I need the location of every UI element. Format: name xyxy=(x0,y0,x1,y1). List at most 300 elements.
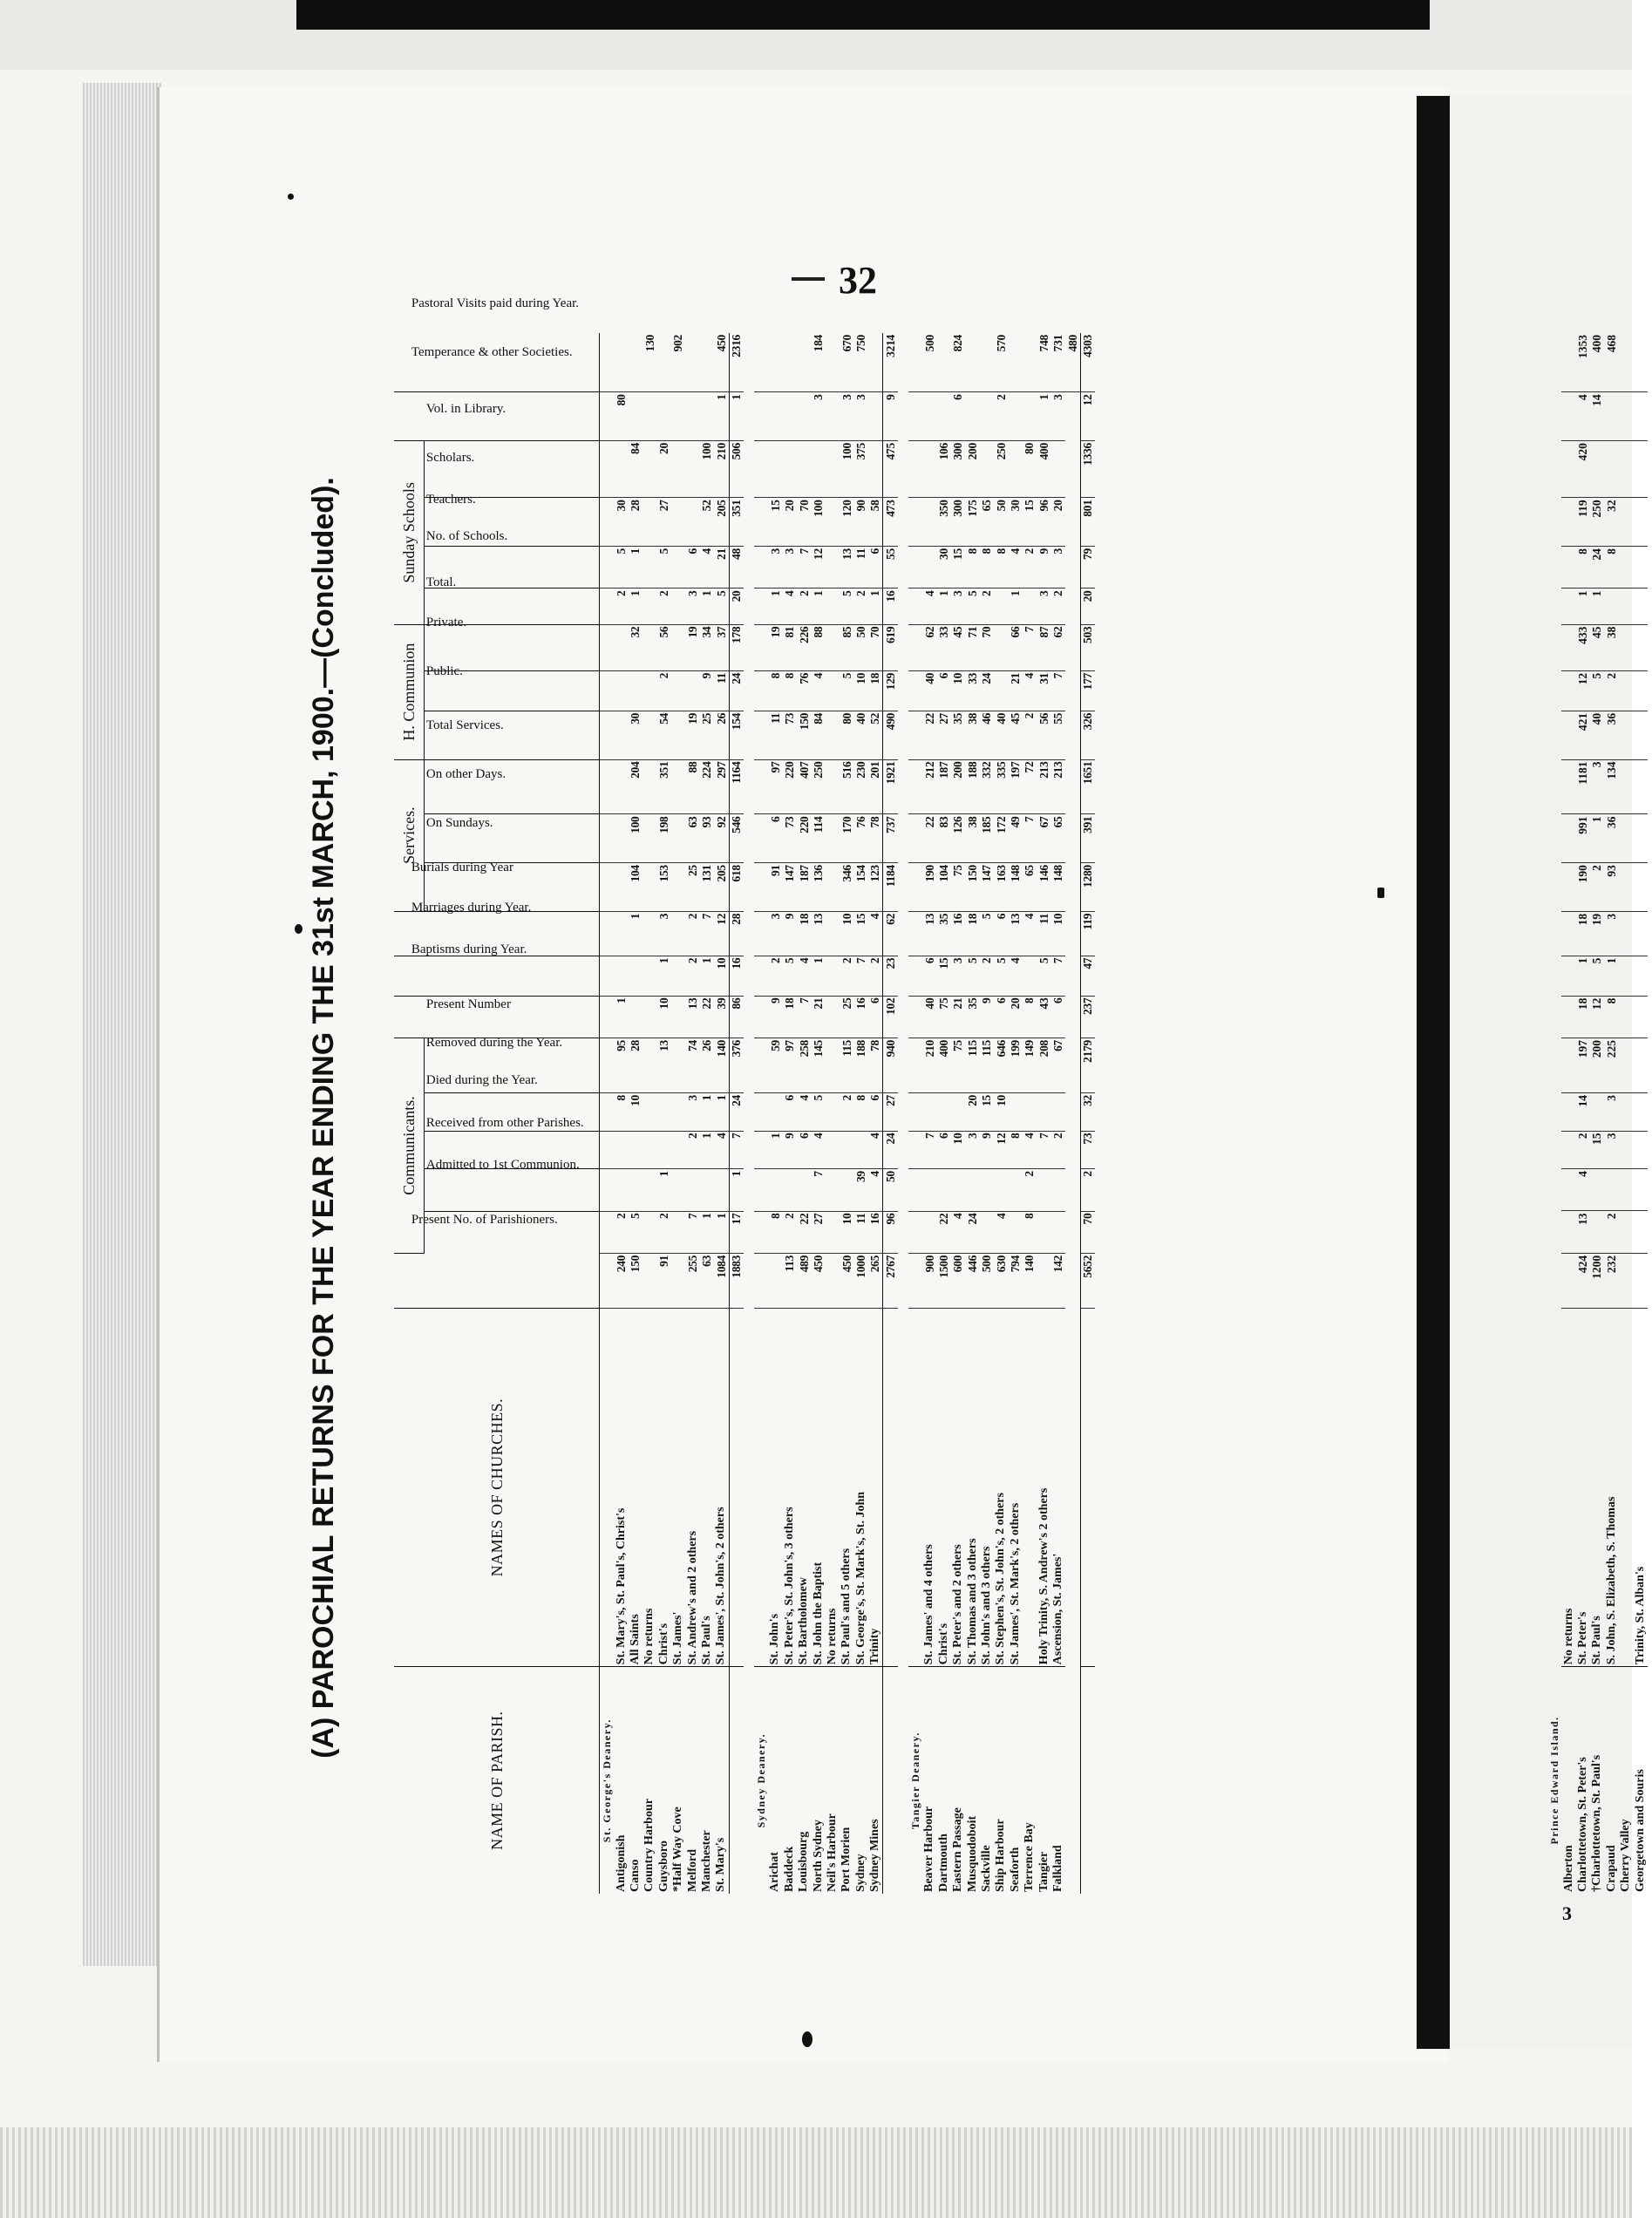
value-cell: 1 xyxy=(700,589,714,624)
value-cell xyxy=(671,392,685,441)
value-cell: 190 xyxy=(922,863,936,912)
parish-name: Charlottetown, St. Peter's xyxy=(1575,1757,1589,1892)
value-cell: 97 xyxy=(768,759,782,814)
value-cell: 220 xyxy=(797,814,811,863)
value-cell xyxy=(1619,996,1633,1038)
value-cell xyxy=(1619,624,1633,670)
col-baptisms-header: Baptisms during Year. xyxy=(394,996,600,1038)
value-cell: 199 xyxy=(1009,1038,1023,1093)
value-cell xyxy=(1037,1253,1050,1308)
value-cell: 737 xyxy=(883,814,898,863)
deanery-name: St. George's Deanery. xyxy=(601,1718,614,1843)
value-cell: 8 xyxy=(854,1093,868,1132)
value-cell: 10 xyxy=(840,911,853,956)
church-names: St. Andrew's and 2 others xyxy=(685,1308,699,1666)
deanery-row xyxy=(600,333,615,1894)
value-cell: 190 xyxy=(1576,863,1590,912)
value-cell: 40 xyxy=(1590,711,1604,759)
table-row xyxy=(937,333,951,1894)
value-cell xyxy=(1633,498,1647,547)
value-cell: 84 xyxy=(811,711,825,759)
value-cell: 2 xyxy=(1023,547,1037,589)
value-cell xyxy=(908,441,922,498)
value-cell: 5 xyxy=(811,1093,825,1132)
value-cell: 40 xyxy=(922,996,936,1038)
value-cell: 205 xyxy=(714,498,729,547)
value-cell: 618 xyxy=(729,863,744,912)
value-cell: 28 xyxy=(729,911,744,956)
value-cell: 28 xyxy=(629,498,642,547)
value-cell xyxy=(1561,711,1575,759)
value-cell xyxy=(629,333,642,392)
value-cell xyxy=(642,624,656,670)
value-cell: 11 xyxy=(768,711,782,759)
value-cell: 4 xyxy=(868,1131,883,1169)
church-names: St. Peter's xyxy=(1576,1308,1590,1666)
value-cell xyxy=(768,441,782,498)
value-cell: 4 xyxy=(1023,1131,1037,1169)
church-names: St. Paul's xyxy=(700,1308,714,1666)
value-cell xyxy=(700,333,714,392)
parish-name: Dartmouth xyxy=(936,1834,950,1892)
value-cell: 1 xyxy=(768,1131,782,1169)
blank-cell xyxy=(1065,1131,1080,1169)
value-cell: 67 xyxy=(1037,814,1050,863)
value-cell: 5 xyxy=(1037,956,1050,996)
church-names: St. James' and 4 others xyxy=(922,1308,936,1666)
value-cell: 400 xyxy=(1037,441,1050,498)
value-cell xyxy=(1037,1169,1050,1211)
value-cell: 489 xyxy=(797,1253,811,1308)
value-cell: 300 xyxy=(951,498,965,547)
church-names xyxy=(883,1308,898,1666)
blank-cell xyxy=(1065,392,1080,441)
page-number-dash xyxy=(792,277,825,281)
value-cell: 20 xyxy=(1009,996,1023,1038)
church-names: St. John's xyxy=(768,1308,782,1666)
value-cell: 106 xyxy=(937,441,951,498)
value-cell: 2 xyxy=(854,589,868,624)
value-cell xyxy=(1633,956,1647,996)
value-cell: 1 xyxy=(700,1131,714,1169)
value-cell: 33 xyxy=(937,624,951,670)
value-cell xyxy=(1633,1092,1647,1131)
col-burials-header: Burials during Year xyxy=(394,911,600,956)
value-cell: 450 xyxy=(811,1253,825,1308)
value-cell xyxy=(980,333,994,392)
value-cell: 39 xyxy=(854,1169,868,1211)
value-cell xyxy=(826,911,840,956)
value-cell xyxy=(1633,711,1647,759)
value-cell: 475 xyxy=(883,441,898,498)
value-cell xyxy=(754,1211,768,1253)
value-cell: 84 xyxy=(629,441,642,498)
value-cell: 21 xyxy=(811,996,825,1038)
value-cell xyxy=(671,589,685,624)
value-cell: 10 xyxy=(657,996,671,1038)
value-cell: 407 xyxy=(797,759,811,814)
value-cell: 4 xyxy=(1576,392,1590,441)
value-cell xyxy=(629,392,642,441)
services-group-header: Services. xyxy=(394,759,425,911)
value-cell: 119 xyxy=(1576,498,1590,547)
value-cell: 5 xyxy=(629,1211,642,1253)
value-cell xyxy=(797,392,811,441)
value-cell: 468 xyxy=(1605,333,1619,392)
value-cell: 2 xyxy=(685,956,699,996)
table-row xyxy=(797,333,811,1894)
value-cell xyxy=(1561,392,1575,441)
blank-cell xyxy=(1065,624,1080,670)
value-cell: 70 xyxy=(980,624,994,670)
value-cell xyxy=(642,498,656,547)
value-cell: 81 xyxy=(783,624,797,670)
value-cell xyxy=(826,996,840,1038)
value-cell: 4 xyxy=(797,1093,811,1132)
value-cell: 131 xyxy=(700,863,714,912)
value-cell: 1164 xyxy=(729,759,744,814)
value-cell: 85 xyxy=(840,624,853,670)
value-cell xyxy=(1009,1211,1023,1253)
value-cell: 14 xyxy=(1590,392,1604,441)
value-cell xyxy=(642,392,656,441)
blank-cell xyxy=(1065,814,1080,863)
col-library-header: Vol. in Library. xyxy=(425,441,600,498)
value-cell xyxy=(908,1093,922,1132)
parish-name: North Sydney xyxy=(811,1820,825,1892)
value-cell xyxy=(826,624,840,670)
table-row xyxy=(614,333,628,1894)
table-row xyxy=(700,333,714,1894)
church-names: St. Peter's and 2 others xyxy=(951,1308,965,1666)
value-cell xyxy=(1023,1093,1037,1132)
value-cell xyxy=(908,624,922,670)
value-cell: 15 xyxy=(768,498,782,547)
value-cell xyxy=(826,441,840,498)
value-cell: 15 xyxy=(1590,1131,1604,1169)
value-cell xyxy=(754,814,768,863)
value-cell: 208 xyxy=(1037,1038,1050,1093)
value-cell: 22 xyxy=(797,1211,811,1253)
value-cell: 265 xyxy=(868,1253,883,1308)
value-cell xyxy=(826,1038,840,1093)
value-cell: 1 xyxy=(700,956,714,996)
value-cell: 8 xyxy=(1023,996,1037,1038)
value-cell: 1184 xyxy=(883,863,898,912)
parish-name: Musquodoboit xyxy=(965,1815,979,1892)
value-cell: 3 xyxy=(951,956,965,996)
church-names: St. George's, St. Mark's, St. John xyxy=(854,1308,868,1666)
church-names: S. John, S. Elizabeth, S. Thomas xyxy=(1605,1308,1619,1666)
value-cell xyxy=(826,589,840,624)
value-cell: 220 xyxy=(783,759,797,814)
table-row xyxy=(1023,333,1037,1894)
value-cell xyxy=(1633,392,1647,441)
value-cell: 5652 xyxy=(1080,1253,1095,1308)
value-cell xyxy=(868,441,883,498)
value-cell: 900 xyxy=(922,1253,936,1308)
value-cell xyxy=(671,441,685,498)
value-cell xyxy=(908,996,922,1038)
value-cell xyxy=(642,711,656,759)
value-cell xyxy=(671,814,685,863)
value-cell: 3 xyxy=(685,1093,699,1132)
value-cell: 140 xyxy=(714,1038,729,1093)
value-cell: 1 xyxy=(700,1093,714,1132)
value-cell xyxy=(797,333,811,392)
value-cell: 4 xyxy=(1023,911,1037,956)
value-cell xyxy=(685,392,699,441)
value-cell: 480 xyxy=(1065,333,1080,392)
value-cell: 400 xyxy=(937,1038,951,1093)
value-cell: 24 xyxy=(1590,547,1604,589)
value-cell xyxy=(1023,392,1037,441)
value-cell: 65 xyxy=(980,498,994,547)
value-cell: 150 xyxy=(629,1253,642,1308)
value-cell: 2 xyxy=(685,911,699,956)
value-cell xyxy=(642,1211,656,1253)
value-cell xyxy=(754,711,768,759)
value-cell xyxy=(840,1169,853,1211)
church-names: St. James', St. Mark's, 2 others xyxy=(1009,1308,1023,1666)
value-cell: 204 xyxy=(629,759,642,814)
value-cell: 2 xyxy=(1590,863,1604,912)
value-cell: 1 xyxy=(1605,956,1619,996)
value-cell: 154 xyxy=(854,863,868,912)
value-cell: 170 xyxy=(840,814,853,863)
value-cell: 210 xyxy=(714,441,729,498)
value-cell: 7 xyxy=(1023,814,1037,863)
book-page-edges xyxy=(83,83,161,1966)
value-cell: 12 xyxy=(1080,392,1095,441)
blank-cell xyxy=(1065,670,1080,711)
col-parish-header: NAME OF PARISH. xyxy=(394,1667,600,1894)
value-cell: 142 xyxy=(1051,1253,1065,1308)
value-cell xyxy=(1561,589,1575,624)
col-no-schools-header: No. of Schools. xyxy=(425,589,600,624)
value-cell: 2 xyxy=(783,1211,797,1253)
communicants-group-header: Communicants. xyxy=(394,1038,425,1254)
value-cell: 13 xyxy=(811,911,825,956)
church-names: No returns xyxy=(642,1308,656,1666)
value-cell: 19 xyxy=(1590,911,1604,956)
value-cell xyxy=(826,711,840,759)
value-cell: 130 xyxy=(642,333,656,392)
value-cell: 546 xyxy=(729,814,744,863)
value-cell xyxy=(826,1253,840,1308)
parish-name: Antigonish xyxy=(614,1834,628,1892)
value-cell: 93 xyxy=(700,814,714,863)
value-cell xyxy=(826,759,840,814)
parish-name: Canso xyxy=(628,1859,642,1892)
value-cell: 88 xyxy=(811,624,825,670)
value-cell: 4 xyxy=(1576,1169,1590,1211)
table-row xyxy=(868,333,883,1894)
value-cell: 79 xyxy=(1080,547,1095,589)
value-cell xyxy=(1605,1169,1619,1211)
value-cell: 20 xyxy=(1051,498,1065,547)
value-cell: 6 xyxy=(922,956,936,996)
value-cell: 8 xyxy=(980,547,994,589)
value-cell xyxy=(754,759,768,814)
value-cell xyxy=(1619,1092,1633,1131)
value-cell xyxy=(671,670,685,711)
value-cell xyxy=(700,1169,714,1211)
parish-name: †Charlottetown, St. Paul's xyxy=(1590,1754,1604,1892)
value-cell xyxy=(951,1169,965,1211)
col-parishioners-header: Present No. of Parishioners. xyxy=(394,1253,600,1308)
parish-name xyxy=(729,1667,744,1894)
value-cell: 210 xyxy=(922,1038,936,1093)
value-cell: 1 xyxy=(1576,956,1590,996)
value-cell: 39 xyxy=(714,996,729,1038)
value-cell: 163 xyxy=(994,863,1008,912)
value-cell xyxy=(671,996,685,1038)
value-cell xyxy=(908,589,922,624)
blank-cell xyxy=(1065,911,1080,956)
blank-cell xyxy=(1065,1169,1080,1211)
spacer-cell xyxy=(898,333,908,1894)
value-cell xyxy=(937,333,951,392)
value-cell: 3 xyxy=(1605,1131,1619,1169)
value-cell: 10 xyxy=(1051,911,1065,956)
deanery-name: Tangier Deanery. xyxy=(909,1732,921,1830)
table-row xyxy=(811,333,825,1894)
value-cell: 13 xyxy=(1009,911,1023,956)
value-cell: 38 xyxy=(965,711,979,759)
blank-cell xyxy=(1065,1308,1080,1666)
value-cell: 490 xyxy=(883,711,898,759)
value-cell xyxy=(614,814,628,863)
value-cell xyxy=(657,333,671,392)
value-cell: 37 xyxy=(714,624,729,670)
value-cell xyxy=(1037,1093,1050,1132)
value-cell: 149 xyxy=(1023,1038,1037,1093)
value-cell: 27 xyxy=(883,1093,898,1132)
value-cell: 5 xyxy=(994,956,1008,996)
value-cell xyxy=(642,996,656,1038)
value-cell xyxy=(797,1169,811,1211)
value-cell xyxy=(908,911,922,956)
value-cell: 3 xyxy=(768,547,782,589)
value-cell: 3 xyxy=(768,911,782,956)
value-cell: 1 xyxy=(714,392,729,441)
value-cell: 10 xyxy=(854,670,868,711)
table-row xyxy=(768,333,782,1894)
value-cell xyxy=(1619,711,1633,759)
value-cell: 3 xyxy=(951,589,965,624)
value-cell: 123 xyxy=(868,863,883,912)
value-cell: 59 xyxy=(768,1038,782,1093)
value-cell xyxy=(600,911,615,956)
value-cell: 500 xyxy=(922,333,936,392)
value-cell xyxy=(1619,1038,1633,1093)
value-cell: 3 xyxy=(1605,1092,1619,1131)
value-cell: 13 xyxy=(922,911,936,956)
col-teachers-header: Teachers. xyxy=(425,547,600,589)
value-cell: 2 xyxy=(797,589,811,624)
value-cell: 446 xyxy=(965,1253,979,1308)
parish-name: Georgetown and Souris xyxy=(1633,1769,1647,1892)
value-cell: 255 xyxy=(685,1253,699,1308)
value-cell: 3 xyxy=(811,392,825,441)
value-cell: 200 xyxy=(965,441,979,498)
value-cell: 21 xyxy=(714,547,729,589)
value-cell: 1 xyxy=(1009,589,1023,624)
value-cell xyxy=(671,863,685,912)
value-cell: 80 xyxy=(1023,441,1037,498)
value-cell xyxy=(614,711,628,759)
value-cell: 6 xyxy=(937,670,951,711)
value-cell xyxy=(600,1169,615,1211)
value-cell xyxy=(868,392,883,441)
value-cell: 100 xyxy=(629,814,642,863)
value-cell: 794 xyxy=(1009,1253,1023,1308)
value-cell: 10 xyxy=(840,1211,853,1253)
value-cell: 902 xyxy=(671,333,685,392)
col-admitted-header: Admitted to 1st Communion. xyxy=(425,1211,600,1253)
value-cell xyxy=(1561,333,1575,392)
value-cell xyxy=(642,1131,656,1169)
value-cell: 7 xyxy=(729,1131,744,1169)
value-cell: 18 xyxy=(1576,911,1590,956)
value-cell: 33 xyxy=(965,670,979,711)
value-cell: 2 xyxy=(840,956,853,996)
value-cell xyxy=(1051,1169,1065,1211)
value-cell: 104 xyxy=(629,863,642,912)
value-cell: 15 xyxy=(1023,498,1037,547)
blank-cell xyxy=(1065,1667,1080,1894)
value-cell xyxy=(600,441,615,498)
value-cell xyxy=(1605,392,1619,441)
value-cell: 71 xyxy=(965,624,979,670)
value-cell: 100 xyxy=(700,441,714,498)
parish-name: Seaforth xyxy=(1008,1847,1022,1892)
value-cell: 16 xyxy=(868,1211,883,1253)
table-row xyxy=(1037,333,1050,1894)
value-cell xyxy=(1633,670,1647,711)
value-cell: 27 xyxy=(937,711,951,759)
value-cell: 11 xyxy=(854,1211,868,1253)
parish-name xyxy=(1080,1667,1095,1894)
value-cell xyxy=(1633,759,1647,814)
value-cell: 619 xyxy=(883,624,898,670)
value-cell: 230 xyxy=(854,759,868,814)
value-cell: 36 xyxy=(1605,814,1619,863)
value-cell: 10 xyxy=(951,1131,965,1169)
value-cell: 50 xyxy=(994,498,1008,547)
value-cell xyxy=(980,392,994,441)
value-cell xyxy=(1561,1038,1575,1093)
parish-name: Alberton xyxy=(1561,1845,1575,1892)
value-cell: 17 xyxy=(729,1211,744,1253)
value-cell: 22 xyxy=(700,996,714,1038)
sunday-schools-group-header: Sunday Schools xyxy=(394,441,425,625)
value-cell xyxy=(1037,1211,1050,1253)
value-cell xyxy=(1633,1169,1647,1211)
value-cell: 63 xyxy=(700,1253,714,1308)
value-cell: 24 xyxy=(965,1211,979,1253)
total-row xyxy=(1080,333,1095,1894)
deanery-row xyxy=(754,333,768,1894)
deanery-row xyxy=(908,333,922,1894)
value-cell: 95 xyxy=(614,1038,628,1093)
value-cell: 147 xyxy=(980,863,994,912)
church-names: St. Stephen's, St. John's, 2 others xyxy=(994,1308,1008,1666)
value-cell: 11 xyxy=(714,670,729,711)
value-cell: 4 xyxy=(868,911,883,956)
value-cell: 87 xyxy=(1037,624,1050,670)
